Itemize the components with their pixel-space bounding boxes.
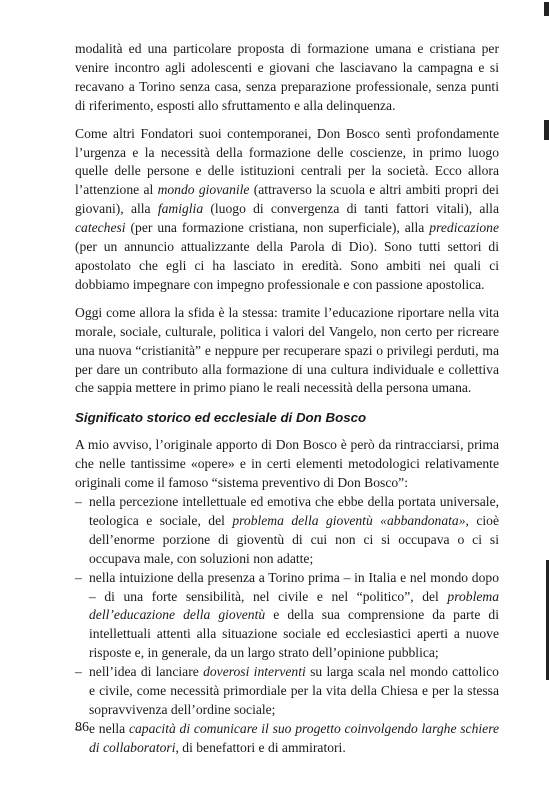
- dash-list: [75, 493, 499, 758]
- list-item: – e nella capacità di comunicare il suo progetto coinvolgendo larghe schiere di collaboratori, di benefattori e di ammiratori.: [75, 720, 499, 758]
- scan-edge-mark: [544, 2, 549, 16]
- list-item: – nella intuizione della presenza a Torino prima – in Italia e nel mondo dopo – di una forte sensibilità, nel civile e nel “politico”, del problema dell’educazione della gioventù e della sua comprensione da parte di intellettuali attenti alla situazione sociale ed ecclesiastici aperti a nuove risposte e, in generale, da un largo strato dell’opinione pubblica;: [75, 569, 499, 664]
- list-item: – nella percezione intellettuale ed emotiva che ebbe della portata universale, teologica e sociale, del problema della gioventù «abbandonata», cioè dell’enorme porzione di gioventù di cui non ci si occupava o ci si occupava male, con soluzioni non adatte;: [75, 493, 499, 569]
- page-number: 86: [75, 720, 89, 735]
- paragraph-1: modalità ed una particolare proposta di formazione umana e cristiana per venire incontro agli adolescenti e giovani che lasciavano la campagna e si recavano a Torino senza casa, senza preparazione professionale, senza punti di riferimento, esposti allo sfruttamento e alla delinquenza.: [75, 41, 499, 113]
- page-body: [75, 40, 499, 758]
- paragraph-4: A mio avviso, l’originale apporto di Don Bosco è però da rintracciarsi, prima che nelle tantissime «opere» e in certi elementi metodologici relativamente originali come il famoso “sistema preventivo di Don Bosco”:: [75, 437, 499, 491]
- scan-edge-mark: [544, 120, 549, 140]
- paragraph-3: Oggi come allora la sfida è la stessa: tramite l’educazione riportare nella vita morale, sociale, culturale, politica i valori del Vangelo, non certo per ricreare una nuova “cristianità” e neppure per recuperare spazi o privilegi perduti, ma per dare un contributo alla formazione di una cultura individuale e collettiva che sappia mettere in primo piano le reali necessità della persona umana.: [75, 304, 499, 396]
- list-item: – nell’idea di lanciare doverosi interventi su larga scala nel mondo cattolico e civile, come necessità primordiale per la vita della Chiesa e per la stessa sopravvivenza dell’ordine sociale;: [75, 663, 499, 720]
- paragraph-2: Come altri Fondatori suoi contemporanei, Don Bosco sentì profondamente l’urgenza e la necessità della formazione delle coscienze, in primo luogo quelle delle persone e delle istituzioni centrali per la società. Ecco allora l’attenzione al mondo giovanile (attraverso la scuola e altri ambiti propri dei giovani), alla famiglia (luogo di convergenza di tanti fattori vitali), alla catechesi (per una formazione cristiana, non superficiale), alla predicazione (per un annuncio attualizzante della Parola di Dio). Sono tutti settori di apostolato che egli ci ha lasciato in eredità. Sono ambiti nei quali ci dobbiamo impegnare con impegno professionale e con passione apostolica.: [75, 125, 499, 292]
- section-heading: Significato storico ed ecclesiale di Don Bosco: [75, 410, 367, 426]
